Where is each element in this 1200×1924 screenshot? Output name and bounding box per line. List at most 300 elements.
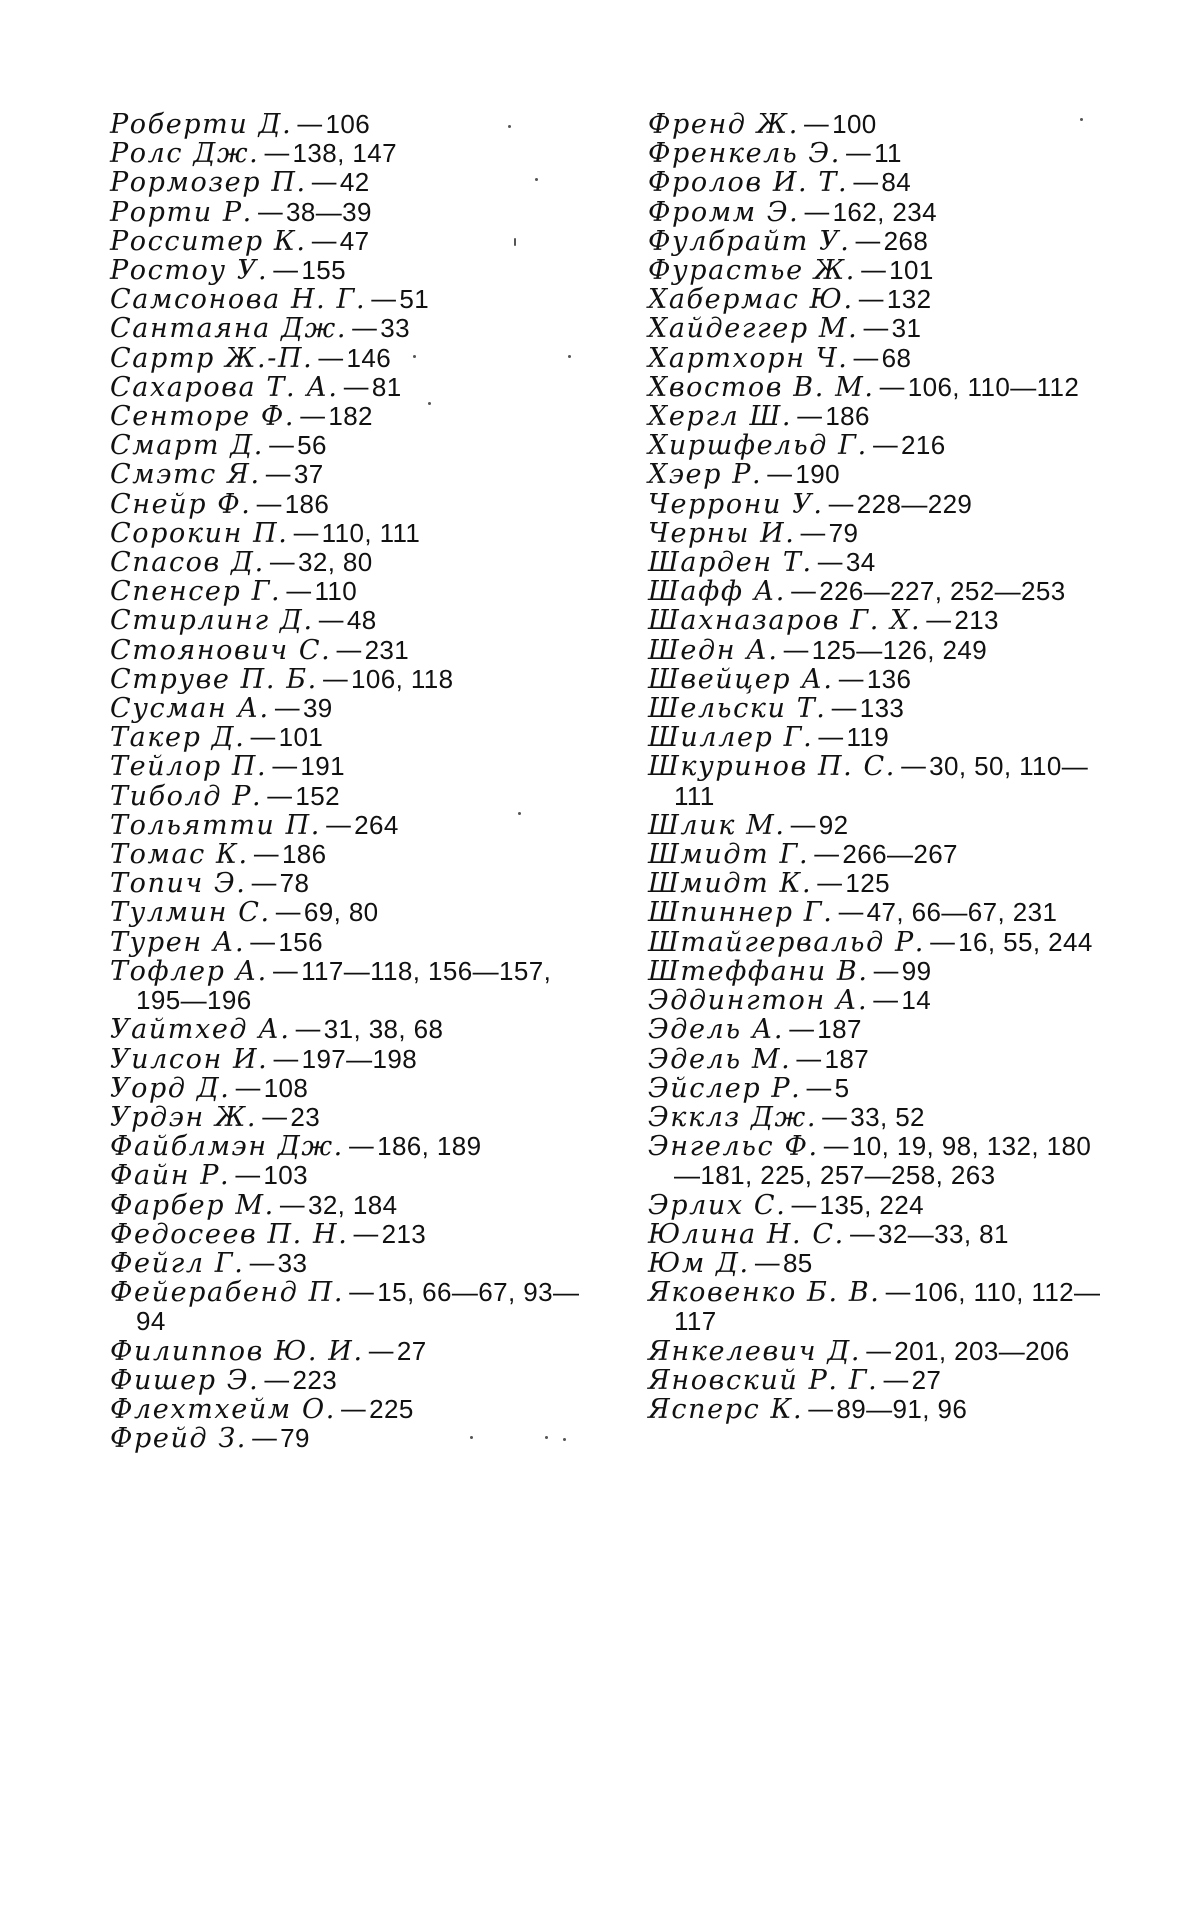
entry-separator: —	[274, 897, 302, 929]
entry-name: Снейр Ф.	[110, 488, 252, 520]
entry-pages: 47	[339, 225, 370, 256]
index-entry	[648, 1191, 1108, 1220]
entry-name: Хэер Р.	[648, 459, 763, 491]
index-entry	[648, 752, 1108, 810]
entry-pages: 125—126, 249	[811, 634, 988, 665]
entry-pages: 32, 80	[297, 547, 373, 578]
entry-separator: —	[255, 488, 283, 520]
entry-separator: —	[854, 225, 882, 257]
entry-separator: —	[294, 1014, 322, 1046]
index-entry	[648, 1074, 1108, 1103]
index-entry	[648, 1103, 1108, 1132]
entry-separator: —	[871, 430, 900, 462]
entry-pages: 78	[279, 868, 310, 899]
entry-name: Уорд Д.	[110, 1072, 231, 1104]
entry-name: Эрлих С.	[648, 1189, 787, 1221]
entry-separator: —	[271, 751, 299, 783]
entry-separator: —	[782, 634, 810, 666]
entry-pages: 182	[328, 401, 373, 432]
print-speck	[568, 355, 571, 358]
entry-pages: 89—91, 96	[836, 1393, 968, 1424]
index-entry	[110, 460, 580, 489]
entry-pages: 47, 66—67, 231	[866, 897, 1058, 928]
entry-name: Тольятти П.	[110, 809, 321, 841]
entry-name: Яковенко Б. В.	[648, 1277, 881, 1309]
entry-name: Эддингтон А.	[648, 985, 869, 1017]
entry-separator: —	[816, 868, 844, 900]
entry-separator: —	[857, 284, 885, 316]
index-entry	[110, 840, 580, 869]
index-entry	[110, 577, 580, 606]
entry-name: Шиллер Г.	[648, 722, 814, 754]
entry-separator: —	[844, 138, 873, 170]
entry-separator: —	[266, 780, 294, 812]
entry-name: Фурастье Ж.	[648, 255, 856, 287]
index-entry	[110, 256, 580, 285]
entry-pages: 146	[346, 342, 392, 373]
index-entry	[648, 373, 1108, 402]
entry-pages: 14	[901, 985, 932, 1016]
entry-pages: 106, 110—112	[907, 371, 1080, 402]
entry-name: Тейлор П.	[110, 751, 268, 783]
index-entry	[110, 373, 580, 402]
entry-pages: 186	[825, 401, 870, 432]
entry-separator: —	[264, 459, 292, 491]
index-entry	[648, 1015, 1108, 1044]
print-speck	[1080, 118, 1083, 121]
entry-pages: 33, 52	[850, 1101, 925, 1132]
print-speck	[514, 238, 516, 246]
index-entry	[648, 986, 1108, 1015]
index-entry	[648, 490, 1108, 519]
index-entry	[648, 1132, 1108, 1190]
index-entry	[648, 1337, 1108, 1366]
entry-pages: 187	[824, 1043, 870, 1074]
entry-separator: —	[342, 371, 370, 403]
entry-pages: 117—118, 156—157, 195—196	[136, 955, 552, 1016]
index-entry	[110, 869, 580, 898]
entry-pages: 103	[263, 1160, 309, 1191]
index-entry	[110, 168, 580, 197]
entry-separator: —	[872, 985, 900, 1017]
entry-name: Рормозер П.	[110, 167, 307, 199]
entry-name: Томас К.	[110, 839, 249, 871]
entry-separator: —	[249, 926, 277, 958]
entry-name: Уайтхед А.	[110, 1014, 291, 1046]
entry-separator: —	[267, 430, 296, 462]
entry-name: Шахназаров Г. Х.	[648, 605, 922, 637]
index-entry	[648, 548, 1108, 577]
index-entry	[648, 1249, 1108, 1278]
index-entry	[648, 840, 1108, 869]
entry-name: Струве П. Б.	[110, 663, 318, 695]
print-speck	[535, 178, 538, 181]
entry-pages: 135, 224	[819, 1189, 924, 1220]
entry-pages: 79	[280, 1423, 310, 1454]
entry-separator: —	[234, 1072, 262, 1104]
index-entry	[648, 227, 1108, 256]
index-entry	[648, 811, 1108, 840]
entry-separator: —	[813, 839, 841, 871]
entry-separator: —	[807, 1393, 835, 1425]
entry-pages: 33	[380, 313, 410, 344]
entry-name: Янкелевич Д.	[648, 1335, 862, 1367]
index-entry	[110, 1074, 580, 1103]
entry-separator: —	[852, 167, 880, 199]
index-entry	[110, 490, 580, 519]
entry-name: Френд Ж.	[648, 109, 799, 140]
index-entry	[110, 636, 580, 665]
entry-pages: 190	[795, 459, 840, 490]
entry-pages: 31	[891, 313, 922, 344]
entry-separator: —	[324, 809, 353, 841]
entry-pages: 226—227, 252—253	[819, 576, 1066, 607]
entry-separator: —	[285, 576, 313, 608]
index-entry	[110, 694, 580, 723]
entry-pages: 81	[371, 371, 402, 402]
entry-separator: —	[250, 868, 278, 900]
entry-separator: —	[248, 1247, 276, 1279]
print-speck	[563, 1438, 566, 1441]
entry-name: Стирлинг Д.	[110, 605, 314, 637]
entry-name: Юлина Н. С.	[648, 1218, 845, 1250]
entry-name: Хергл Ш.	[648, 401, 793, 433]
entry-separator: —	[317, 342, 345, 374]
entry-separator: —	[827, 488, 855, 520]
entry-name: Роберти Д.	[110, 109, 293, 140]
entry-name: Ясперс К.	[648, 1393, 804, 1425]
entry-name: Хиршфельд Г.	[648, 430, 868, 462]
entry-name: Уилсон И.	[110, 1043, 269, 1075]
index-entry	[110, 402, 580, 431]
print-speck	[545, 1436, 548, 1439]
entry-name: Файн Р.	[110, 1160, 231, 1192]
entry-pages: 99	[901, 955, 932, 986]
index-entry	[110, 139, 580, 168]
entry-pages: 106	[325, 109, 371, 139]
entry-name: Самсонова Н. Г.	[110, 284, 367, 316]
entry-pages: 34	[845, 547, 876, 578]
entry-separator: —	[788, 1014, 816, 1046]
entry-pages: 156	[278, 926, 323, 957]
entry-name: Файблмэн Дж.	[110, 1131, 344, 1163]
entry-separator: —	[837, 663, 865, 695]
index-entry	[648, 460, 1108, 489]
entry-pages: 10, 19, 98, 132, 180—181, 225, 257—258, 263	[674, 1131, 1092, 1191]
index-entry	[648, 256, 1108, 285]
entry-pages: 136	[866, 663, 912, 694]
entry-separator: —	[321, 663, 350, 695]
entry-separator: —	[272, 1043, 300, 1075]
index-entry	[110, 782, 580, 811]
entry-separator: —	[348, 1277, 376, 1309]
index-entry	[648, 344, 1108, 373]
entry-separator: —	[872, 955, 900, 987]
entry-name: Стоянович С.	[110, 634, 332, 666]
entry-name: Френкель Э.	[648, 138, 841, 170]
entry-name: Шмидт К.	[648, 868, 813, 900]
entry-separator: —	[317, 605, 345, 637]
entry-separator: —	[852, 342, 880, 374]
entry-pages: 101	[889, 255, 934, 286]
print-speck	[470, 1436, 473, 1439]
print-speck	[508, 125, 511, 128]
index-entry	[110, 1278, 580, 1336]
entry-separator: —	[928, 926, 957, 958]
entry-pages: 84	[881, 167, 912, 198]
entry-pages: 213	[381, 1218, 427, 1249]
entry-pages: 108	[263, 1072, 309, 1103]
entry-pages: 266—267	[842, 839, 958, 870]
entry-pages: 39	[302, 693, 333, 724]
entry-separator: —	[256, 196, 285, 228]
entry-separator: —	[272, 255, 300, 287]
index-entry	[648, 636, 1108, 665]
index-entry	[110, 344, 580, 373]
entry-separator: —	[837, 897, 865, 929]
entry-name: Шедн А.	[648, 634, 779, 666]
entry-separator: —	[817, 722, 845, 754]
index-entry	[648, 314, 1108, 343]
index-entry	[110, 227, 580, 256]
index-entry	[648, 723, 1108, 752]
index-entry	[648, 1395, 1108, 1424]
entry-pages: 155	[301, 255, 346, 286]
entry-name: Экклз Дж.	[648, 1101, 818, 1133]
entry-separator: —	[805, 1072, 833, 1104]
entry-pages: 51	[399, 284, 430, 315]
entry-separator: —	[878, 371, 906, 403]
index-entry	[648, 869, 1108, 898]
entry-name: Федосеев П. Н.	[110, 1218, 349, 1250]
entry-separator: —	[766, 459, 794, 491]
entry-pages: 138, 147	[292, 138, 397, 169]
entry-separator: —	[753, 1247, 781, 1279]
entry-pages: 42	[339, 167, 370, 198]
index-entry	[110, 957, 580, 1015]
index-entry	[110, 606, 580, 635]
entry-name: Тулмин С.	[110, 897, 271, 929]
entry-pages: 213	[954, 605, 999, 636]
index-entry	[110, 1015, 580, 1044]
entry-separator: —	[292, 517, 320, 549]
index-entry	[648, 665, 1108, 694]
entry-name: Сенторе Ф.	[110, 401, 296, 433]
entry-pages: 125	[845, 868, 890, 899]
index-column-left	[110, 110, 580, 1453]
entry-pages: 27	[911, 1364, 942, 1395]
index-entry	[648, 606, 1108, 635]
entry-separator: —	[335, 634, 363, 666]
index-entry	[110, 928, 580, 957]
entry-separator: —	[271, 955, 300, 987]
entry-pages: 187	[817, 1014, 862, 1045]
index-entry	[648, 1045, 1108, 1074]
entry-separator: —	[310, 225, 338, 257]
index-entry	[110, 1103, 580, 1132]
entry-pages: 191	[300, 751, 346, 782]
entry-pages: 225	[369, 1393, 414, 1424]
entry-name: Шкуринов П. С.	[648, 751, 896, 783]
entry-separator: —	[263, 138, 291, 170]
entry-pages: 15, 66—67, 93—94	[136, 1277, 580, 1337]
entry-name: Фулбрайт У.	[648, 225, 851, 257]
entry-name: Сусман А.	[110, 693, 270, 725]
entry-separator: —	[273, 693, 301, 725]
entry-name: Тофлер А.	[110, 955, 268, 987]
index-entry	[648, 928, 1108, 957]
index-entry	[648, 1278, 1108, 1336]
index-entry	[110, 1249, 580, 1278]
entry-name: Черрони У.	[648, 488, 824, 520]
index-entry	[110, 1191, 580, 1220]
entry-separator: —	[899, 751, 928, 783]
entry-pages: 223	[292, 1364, 338, 1395]
entry-separator: —	[802, 109, 831, 140]
entry-separator: —	[790, 1189, 818, 1221]
index-entry	[110, 1366, 580, 1395]
entry-separator: —	[862, 313, 890, 345]
entry-separator: —	[795, 1043, 823, 1075]
entry-pages: 100	[832, 109, 877, 139]
entry-separator: —	[249, 722, 277, 754]
entry-pages: 38—39	[286, 196, 372, 227]
entry-pages: 186, 189	[377, 1131, 482, 1162]
index-column-right	[648, 110, 1108, 1424]
print-speck	[413, 355, 416, 358]
entry-name: Юм Д.	[648, 1247, 750, 1279]
entry-pages: 152	[295, 780, 340, 811]
entry-pages: 27	[396, 1335, 427, 1366]
index-entry	[648, 431, 1108, 460]
entry-name: Энгельс Ф.	[648, 1131, 819, 1163]
entry-pages: 69, 80	[303, 897, 379, 928]
index-entry	[110, 665, 580, 694]
index-entry	[110, 314, 580, 343]
entry-pages: 16, 55, 244	[958, 926, 1093, 957]
index-entry	[110, 198, 580, 227]
entry-pages: 31, 38, 68	[323, 1014, 444, 1045]
entry-name: Сартр Ж.-П.	[110, 342, 314, 374]
entry-separator: —	[299, 401, 327, 433]
entry-name: Шарден Т.	[648, 547, 813, 579]
entry-separator: —	[789, 809, 817, 841]
index-entry	[648, 694, 1108, 723]
entry-name: Хвостов В. М.	[648, 371, 875, 403]
index-entry	[648, 285, 1108, 314]
entry-separator: —	[296, 109, 324, 140]
index-entry	[110, 752, 580, 781]
index-entry	[648, 139, 1108, 168]
entry-pages: 48	[346, 605, 377, 636]
entry-pages: 119	[846, 722, 890, 753]
entry-separator: —	[234, 1160, 262, 1192]
entry-separator: —	[859, 255, 888, 287]
entry-pages: 32—33, 81	[878, 1218, 1009, 1249]
entry-pages: 68	[881, 342, 912, 373]
entry-separator: —	[370, 284, 398, 316]
entry-pages: 106, 110, 112—117	[674, 1277, 1101, 1337]
index-entry	[110, 1220, 580, 1249]
index-entry	[110, 1132, 580, 1161]
entry-separator: —	[352, 1218, 380, 1250]
entry-pages: 32, 184	[307, 1189, 398, 1220]
entry-separator: —	[347, 1131, 376, 1163]
entry-name: Яновский Р. Г.	[648, 1364, 879, 1396]
entry-separator: —	[339, 1393, 368, 1425]
entry-pages: 23	[290, 1101, 321, 1132]
entry-name: Хайдеггер М.	[648, 313, 859, 345]
entry-separator: —	[261, 1101, 289, 1133]
index-entry	[648, 519, 1108, 548]
entry-name: Ростоу У.	[110, 255, 269, 287]
entry-separator: —	[821, 1101, 849, 1133]
index-entry	[648, 1220, 1108, 1249]
index-entry	[110, 519, 580, 548]
print-speck	[428, 402, 431, 405]
entry-name: Эдель А.	[648, 1014, 785, 1046]
index-entry	[110, 548, 580, 577]
entry-name: Такер Д.	[110, 722, 246, 754]
entry-name: Штеффани В.	[648, 955, 869, 987]
entry-pages: 37	[293, 459, 324, 490]
entry-pages: 30, 50, 110—111	[674, 751, 1089, 811]
entry-name: Рорти Р.	[110, 196, 253, 228]
entry-separator: —	[250, 1423, 279, 1455]
entry-separator: —	[351, 313, 379, 345]
entry-name: Фромм Э.	[648, 196, 800, 228]
entry-separator: —	[830, 693, 858, 725]
entry-pages: 56	[297, 430, 327, 461]
entry-name: Шпиннер Г.	[648, 897, 834, 929]
entry-separator: —	[310, 167, 338, 199]
entry-pages: 85	[782, 1247, 813, 1278]
entry-pages: 201, 203—206	[894, 1335, 1070, 1366]
entry-separator: —	[367, 1335, 395, 1367]
entry-pages: 162, 234	[832, 196, 937, 227]
entry-pages: 33	[277, 1247, 308, 1278]
entry-separator: —	[848, 1218, 877, 1250]
entry-pages: 79	[828, 517, 859, 548]
entry-separator: —	[925, 605, 953, 637]
entry-pages: 101	[278, 722, 324, 753]
entry-separator: —	[884, 1277, 912, 1309]
entry-name: Шафф А.	[648, 576, 786, 608]
entry-name: Фролов И. Т.	[648, 167, 849, 199]
index-entry	[110, 1337, 580, 1366]
entry-name: Урдэн Ж.	[110, 1101, 258, 1133]
entry-name: Фейерабенд П.	[110, 1277, 345, 1309]
entry-name: Фейгл Г.	[110, 1247, 245, 1279]
entry-pages: 228—229	[856, 488, 973, 519]
entry-pages: 133	[859, 693, 905, 724]
entry-separator: —	[796, 401, 824, 433]
index-entry	[648, 1366, 1108, 1395]
entry-name: Спенсер Г.	[110, 576, 282, 608]
index-entry	[648, 168, 1108, 197]
entry-separator: —	[803, 196, 831, 228]
entry-name: Шмидт Г.	[648, 839, 810, 871]
entry-separator: —	[882, 1364, 910, 1396]
print-speck	[518, 812, 521, 815]
index-entry	[648, 198, 1108, 227]
entry-pages: 216	[901, 430, 946, 461]
entry-name: Турен А.	[110, 926, 246, 958]
entry-separator: —	[263, 1364, 291, 1396]
entry-name: Шельски Т.	[648, 693, 827, 725]
entry-name: Хабермас Ю.	[648, 284, 854, 316]
entry-separator: —	[799, 517, 827, 549]
